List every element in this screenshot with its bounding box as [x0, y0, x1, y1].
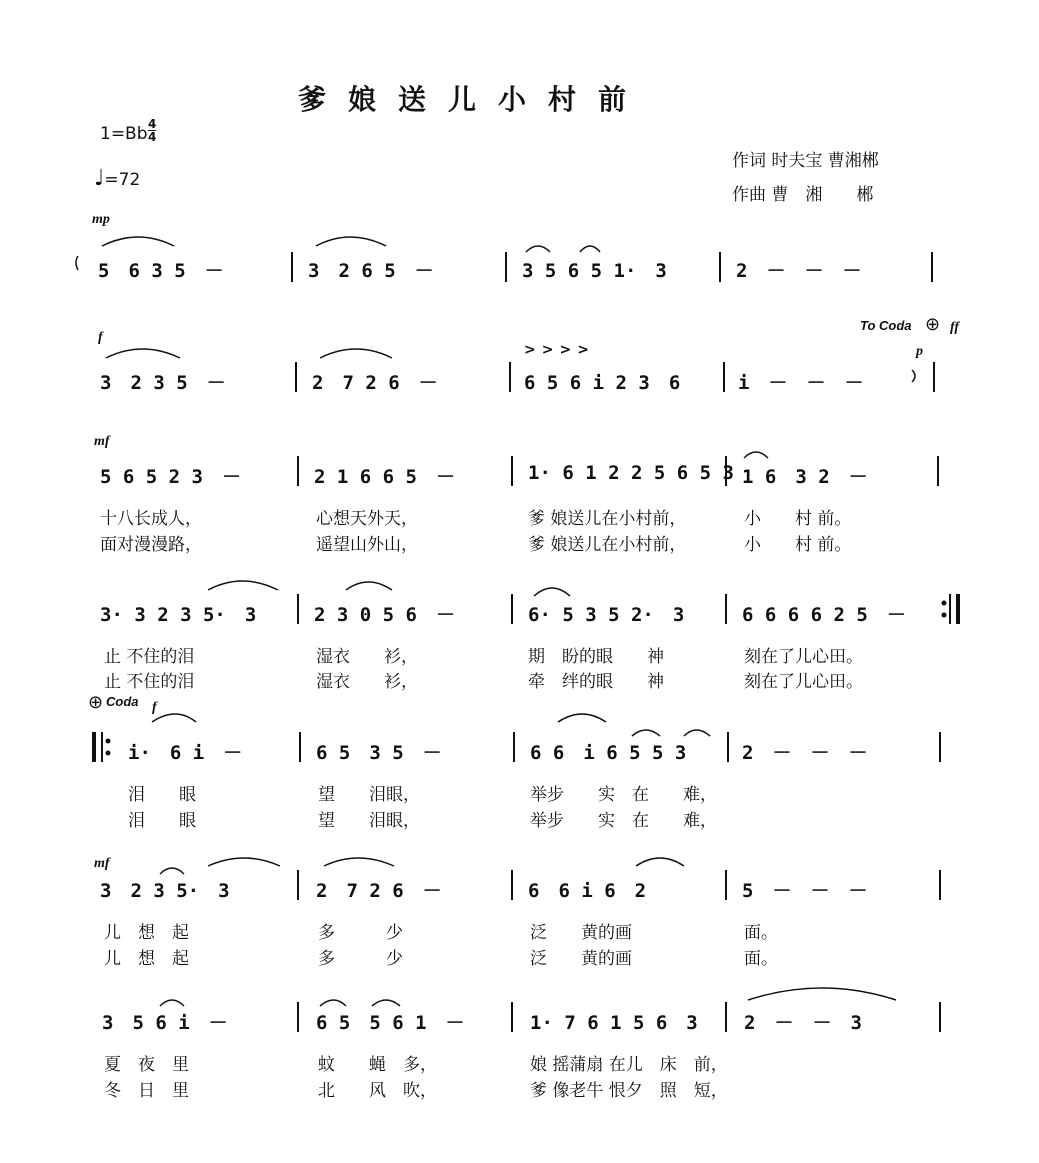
barlines-row2: [296, 362, 934, 392]
row7-bar4: 2 － － 3: [744, 1012, 862, 1034]
barlines-row4: [298, 594, 958, 624]
row6-lyric2-bar1: 儿 想 起: [104, 949, 189, 969]
row5-lyric2-bar2: 望 泪眼，: [318, 811, 420, 831]
dynamic-mf: mf: [94, 434, 110, 449]
row1-bar1: 5 6 3 5 －: [98, 260, 224, 282]
row6-lyric2-bar4: 面。: [744, 949, 778, 969]
dynamic-ff: ff: [950, 320, 960, 335]
quarter-note-icon: ♩: [94, 166, 105, 191]
row4-bar1: 3· 3 2 3 5· 3: [100, 604, 257, 626]
row5-lyric2-bar1: 泪 眼: [128, 811, 196, 831]
row3-lyric2-bar4: 小 村 前。: [744, 535, 852, 555]
row4-bar4: 6 6 6 6 2 5 －: [742, 604, 906, 626]
row5-lyric1-bar2: 望 泪眼，: [318, 785, 420, 805]
row7-lyric1-bar3: 娘 摇蒲扇 在儿 床 前，: [530, 1055, 728, 1075]
row3-lyric1-bar2: 心想天外天，: [316, 509, 418, 529]
row6-bar2: 2 7 2 6 －: [316, 880, 442, 902]
coda-label: Coda: [106, 694, 139, 709]
coda-sign-icon: ⊕: [88, 692, 104, 713]
row3-lyric1-bar4: 小 村 前。: [744, 509, 852, 529]
dynamic-mf-2: mf: [94, 856, 110, 871]
row4-lyric2-bar1: 止 不住的泪: [104, 672, 195, 692]
coda-icon: ⊕: [925, 314, 941, 335]
row7-bar2: 6 5 5 6 1 －: [316, 1012, 465, 1034]
dynamic-p: p: [916, 344, 923, 359]
row7-lyric2-bar2: 北 风 吹，: [318, 1081, 437, 1101]
row4-lyric1-bar3: 期 盼的眼 神: [528, 647, 664, 667]
barlines-row7: [298, 1002, 940, 1032]
row4-lyric2-bar2: 湿衣 衫，: [316, 672, 418, 692]
row6-lyric2-bar3: 泛 黄的画: [530, 949, 632, 969]
row6-lyric1-bar1: 儿 想 起: [104, 923, 189, 943]
row5-lyric1-bar3: 举步 实 在 难，: [530, 785, 717, 805]
row5-lyric1-bar1: 泪 眼: [128, 785, 196, 805]
row5-bar4: 2 － － －: [742, 742, 868, 764]
row5-bar1: i· 6 i －: [128, 742, 243, 764]
row3-lyric2-bar2: 遥望山外山，: [316, 535, 418, 555]
tempo-value: =72: [104, 170, 141, 190]
dynamic-f: f: [98, 330, 103, 345]
barlines-row1: [292, 252, 932, 282]
row4-bar3: 6· 5 3 5 2· 3: [528, 604, 685, 626]
row4-lyric1-bar2: 湿衣 衫，: [316, 647, 418, 667]
row2-bar2: 2 7 2 6 －: [312, 372, 438, 394]
dynamic-mp: mp: [92, 212, 110, 227]
barlines-row5: [94, 732, 940, 762]
row5-lyric2-bar3: 举步 实 在 难，: [530, 811, 717, 831]
row6-bar1: 3 2 3 5· 3: [100, 880, 230, 902]
row3-bar2: 2 1 6 6 5 －: [314, 466, 455, 488]
row1-bar2: 3 2 6 5 －: [308, 260, 434, 282]
row2-bar4: i － － －: [738, 372, 864, 394]
key-label: 1=Bb: [100, 124, 148, 144]
lyricist-credit: 作词 时夫宝 曹湘郴: [732, 151, 879, 171]
time-signature-top: 4: [148, 117, 157, 131]
row7-bar1: 3 5 6 i －: [102, 1012, 228, 1034]
row4-lyric2-bar3: 牵 绊的眼 神: [528, 672, 664, 692]
dynamic-f-coda: f: [152, 700, 157, 715]
row1-bar4: 2 － － －: [736, 260, 862, 282]
row3-lyric2-bar3: 爹 娘送儿在小村前，: [528, 535, 687, 555]
time-signature-bottom: 4: [148, 130, 157, 144]
row6-lyric1-bar4: 面。: [744, 923, 778, 943]
barlines-row6: [298, 870, 940, 900]
row4-lyric1-bar4: 刻在了儿心田。: [744, 647, 863, 667]
row3-lyric1-bar1: 十八长成人，: [100, 509, 202, 529]
row2-bar1: 3 2 3 5 －: [100, 372, 226, 394]
row6-lyric1-bar2: 多 少: [318, 923, 403, 943]
row6-bar3: 6 6 i 6 2: [528, 880, 647, 902]
row4-bar2: 2 3 0 5 6 －: [314, 604, 455, 626]
to-coda-label: To Coda: [860, 318, 912, 333]
row3-bar4: 1 6 3 2 －: [742, 466, 868, 488]
row7-bar3: 1· 7 6 1 5 6 3: [530, 1012, 698, 1034]
row3-bar3: 1· 6 1 2 2 5 6 5 3: [528, 462, 734, 484]
row7-lyric2-bar3: 爹 像老牛 恨夕 照 短，: [530, 1081, 728, 1101]
row3-lyric1-bar3: 爹 娘送儿在小村前，: [528, 509, 687, 529]
barlines-row3: [298, 456, 938, 486]
repeat-dots: [106, 601, 947, 756]
accent-marks: >>>>: [524, 342, 595, 358]
row5-bar3: 6 6 i 6 5 5 3: [530, 742, 687, 764]
row3-bar1: 5 6 5 2 3 －: [100, 466, 241, 488]
row6-bar4: 5 － － －: [742, 880, 868, 902]
row6-lyric1-bar3: 泛 黄的画: [530, 923, 632, 943]
row1-bar3: 3 5 6 5 1· 3: [522, 260, 667, 282]
row3-lyric2-bar1: 面对漫漫路，: [100, 535, 202, 555]
row7-lyric1-bar1: 夏 夜 里: [104, 1055, 189, 1075]
composer-credit: 作曲 曹 湘 郴: [732, 185, 874, 205]
song-title: 爹娘送儿小村前: [298, 83, 649, 116]
row5-bar2: 6 5 3 5 －: [316, 742, 442, 764]
row6-lyric2-bar2: 多 少: [318, 949, 403, 969]
row2-bar3: 6 5 6 i 2 3 6: [524, 372, 681, 394]
row7-lyric1-bar2: 蚊 蝇 多，: [318, 1055, 437, 1075]
row4-lyric2-bar4: 刻在了儿心田。: [744, 672, 863, 692]
row7-lyric2-bar1: 冬 日 里: [104, 1081, 189, 1101]
row4-lyric1-bar1: 止 不住的泪: [104, 647, 195, 667]
slurs: [76, 237, 915, 1006]
